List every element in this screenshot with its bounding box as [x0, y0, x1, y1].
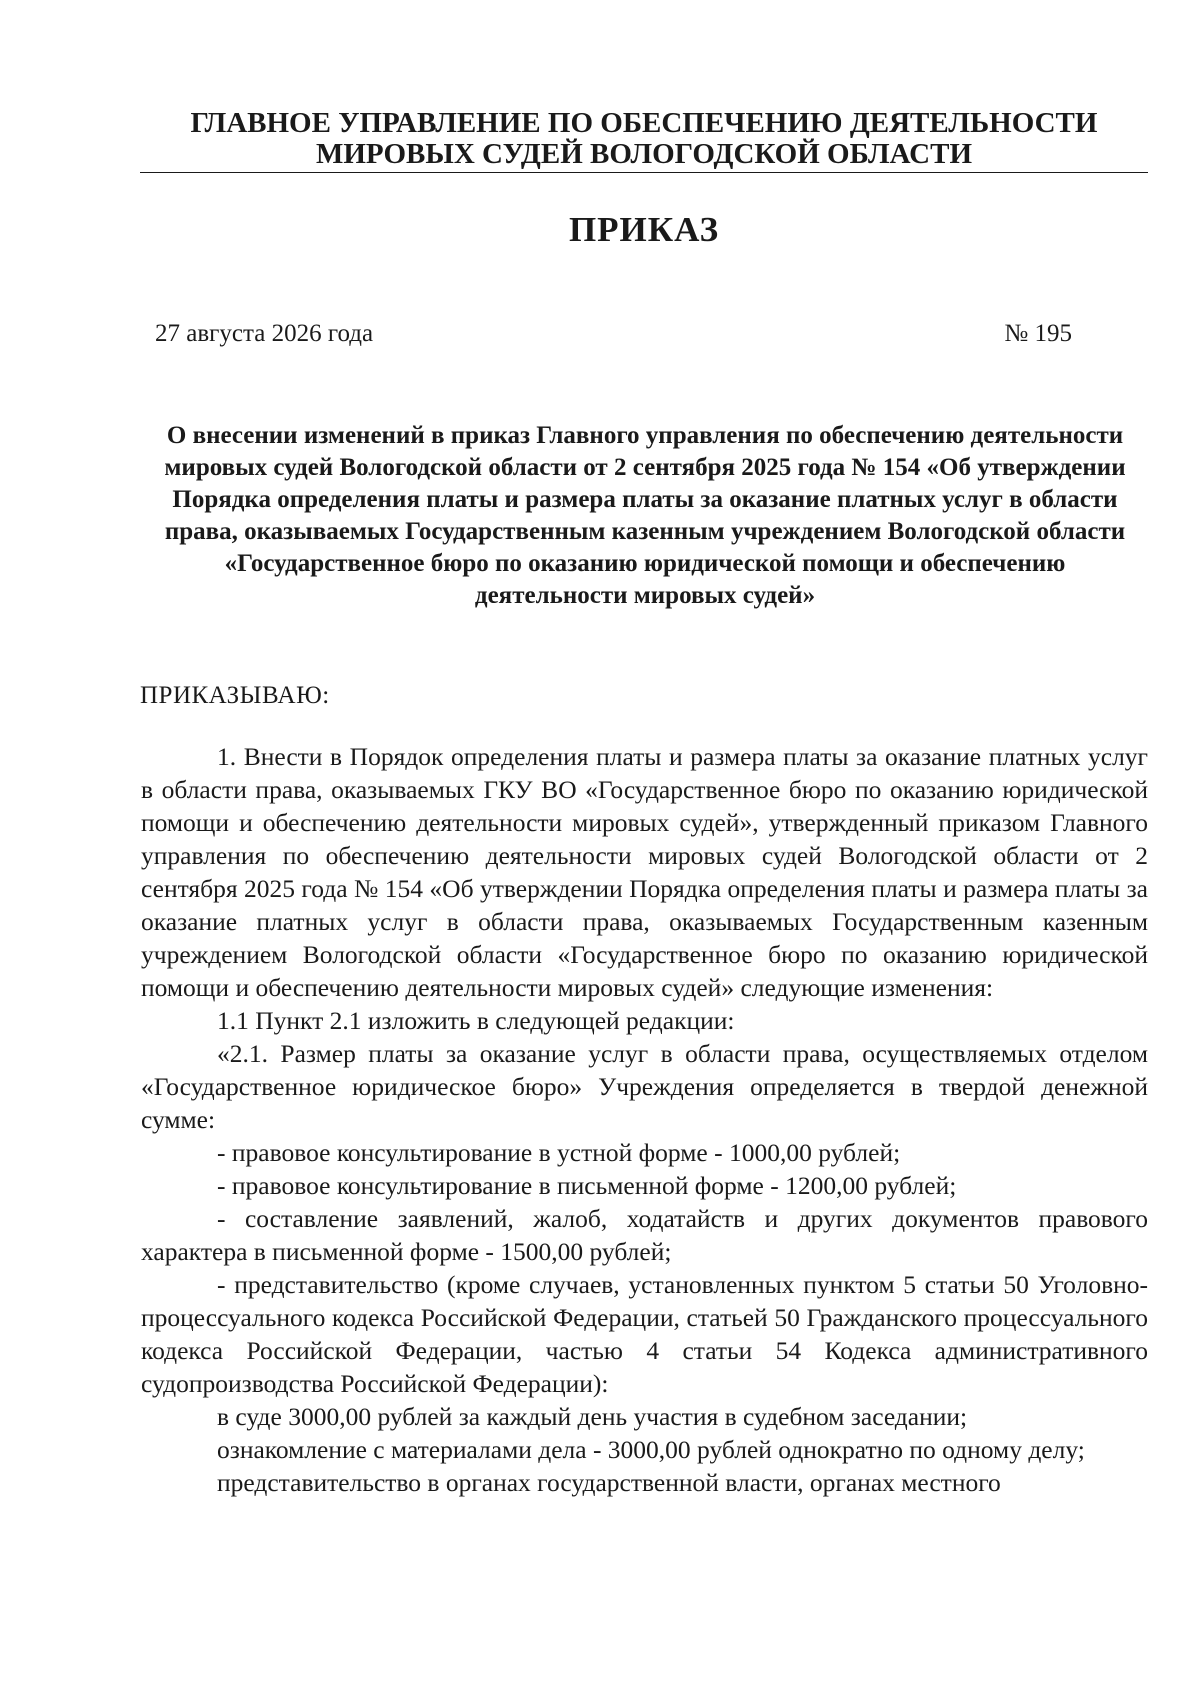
fee-item-representation: - представительство (кроме случаев, установленных пунктом 5 статьи 50 Уголовно-процессуального кодекса Российской Федерации, статьей 50 Гражданского процессуального кодекса Российской Федерации, частью 4 статьи 54 Кодекса административного судопроизводства Российской Федерации):: [141, 1270, 1148, 1398]
fee-item-written-consultation: - правовое консультирование в письменной форме - 1200,00 рублей;: [217, 1171, 957, 1200]
fee-item-document-drafting: - составление заявлений, жалоб, ходатайств и других документов правового характера в письменной форме - 1500,00 рублей;: [141, 1204, 1148, 1266]
document-subject: О внесении изменений в приказ Главного управления по обеспечению деятельности мировых судей Вологодской области от 2 сентября 2025 года № 154 «Об утверждении Порядка определения платы и размера платы за оказание платных услуг в области права, оказываемых Государственным казенным учреждением Вологодской области «Государственное бюро по оказанию юридической помощи и обеспечению деятельности мировых судей»: [164, 422, 1126, 609]
org-line-2: МИРОВЫХ СУДЕЙ ВОЛОГОДСКОЙ ОБЛАСТИ: [315, 138, 973, 170]
paragraph-1: 1. Внести в Порядок определения платы и размера платы за оказание платных услуг в области права, оказываемых ГКУ ВО «Государственное бюро по оказанию юридической помощи и обеспечению деятельности мировых судей», утвержденный приказом Главного управления по обеспечению деятельности мировых судей Вологодской области от 2 сентября 2025 года № 154 «Об утверждении Порядка определения платы и размера платы за оказание платных услуг в области права, оказываемых Государственным казенным учреждением Вологодской области «Государственное бюро по оказанию юридической помощи и обеспечению деятельности мировых судей» следующие изменения:: [141, 742, 1148, 1002]
document-type-title: ПРИКАЗ: [568, 210, 720, 249]
fee-item-court-session: в суде 3000,00 рублей за каждый день участия в судебном заседании;: [217, 1402, 968, 1431]
order-directive: ПРИКАЗЫВАЮ:: [140, 682, 330, 709]
org-line-1: ГЛАВНОЕ УПРАВЛЕНИЕ ПО ОБЕСПЕЧЕНИЮ ДЕЯТЕЛЬНОСТИ: [190, 107, 1098, 139]
document-number: № 195: [1004, 320, 1072, 347]
header-divider: [140, 172, 1148, 173]
paragraph-2-1: «2.1. Размер платы за оказание услуг в области права, осуществляемых отделом «Государственное юридическое бюро» Учреждения определяется в твердой денежной сумме:: [141, 1039, 1148, 1134]
paragraph-1-1: 1.1 Пункт 2.1 изложить в следующей редакции:: [217, 1006, 735, 1035]
fee-item-case-review: ознакомление с материалами дела - 3000,00 рублей однократно по одному делу;: [217, 1435, 1085, 1464]
fee-item-oral-consultation: - правовое консультирование в устной форме - 1000,00 рублей;: [217, 1138, 901, 1167]
document-date: 27 августа 2026 года: [155, 320, 374, 347]
organization-header: [140, 108, 1148, 170]
fee-item-government-representation: представительство в органах государственной власти, органах местного: [217, 1468, 1001, 1497]
document-body: [141, 740, 1148, 1499]
